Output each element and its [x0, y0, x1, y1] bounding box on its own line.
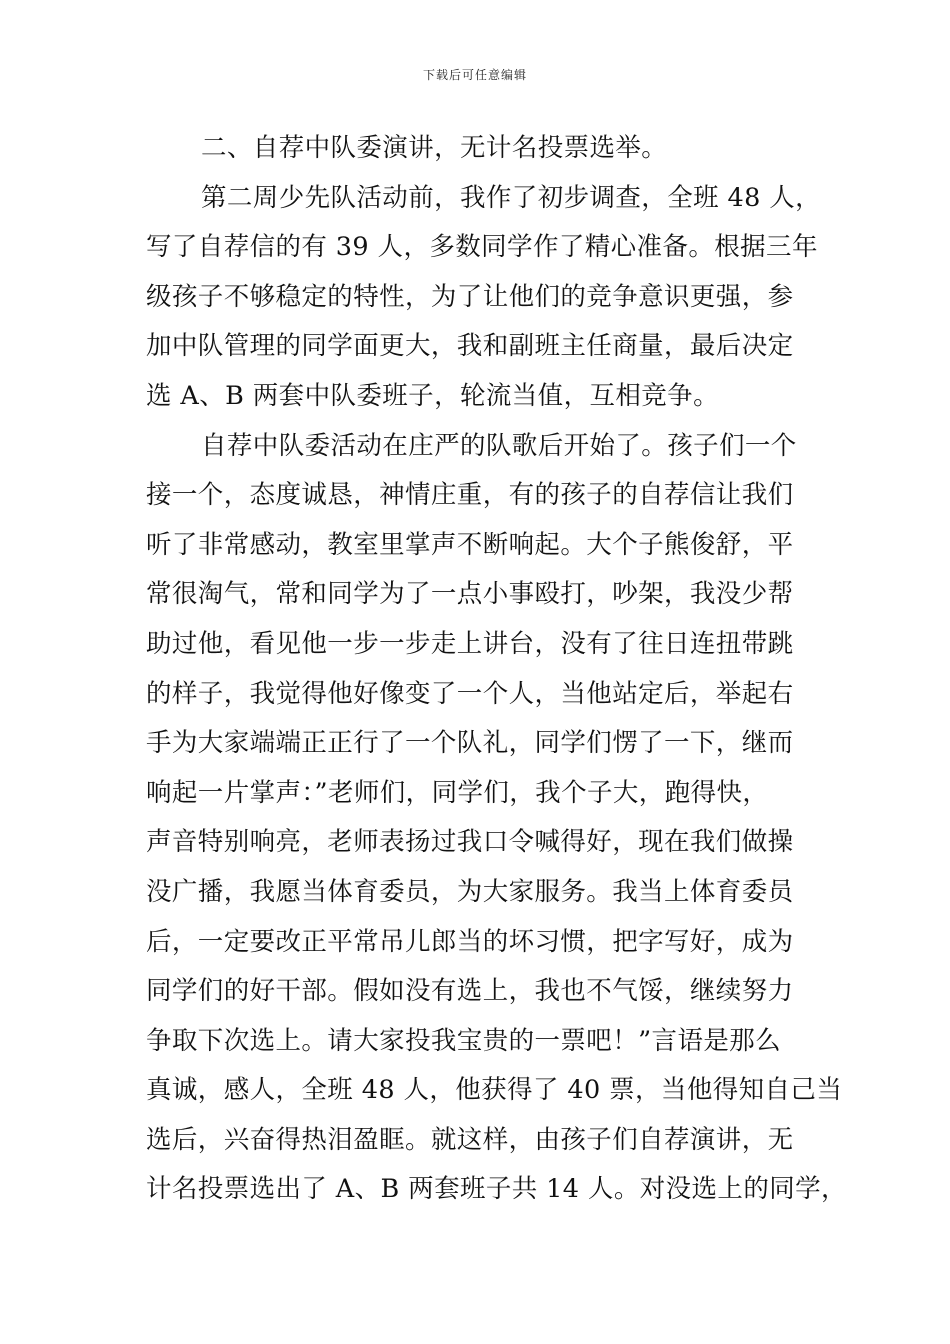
paragraph-line: 写了自荐信的有 39 人，多数同学作了精心准备。根据三年	[146, 232, 818, 263]
paragraph-line: 助过他，看见他一步一步走上讲台，没有了往日连扭带跳	[146, 628, 794, 659]
paragraph-line: 第二周少先队活动前，我作了初步调查，全班 48 人，	[201, 182, 822, 213]
paragraph-line: 真诚，感人，全班 48 人，他获得了 40 票，当他得知自己当	[146, 1075, 843, 1106]
paragraph-line: 自荐中队委活动在庄严的队歌后开始了。孩子们一个	[201, 430, 797, 461]
paragraph-line: 加中队管理的同学面更大，我和副班主任商量，最后决定	[146, 331, 794, 362]
section-heading: 二、自荐中队委演讲，无计名投票选举。	[201, 133, 668, 163]
document-body	[146, 124, 847, 1215]
paragraph-line: 没广播，我愿当体育委员，为大家服务。我当上体育委员	[146, 876, 794, 907]
paragraph-line: 常很淘气，常和同学为了一点小事殴打，吵架，我没少帮	[146, 579, 794, 610]
paragraph-line: 响起一片掌声：”老师们，同学们，我个子大，跑得快，	[146, 777, 769, 808]
paragraph-line: 后，一定要改正平常吊儿郎当的坏习惯，把字写好，成为	[146, 926, 794, 957]
paragraph-line: 接一个，态度诚恳，神情庄重，有的孩子的自荐信让我们	[146, 480, 794, 511]
paragraph-line: 听了非常感动，教室里掌声不断响起。大个子熊俊舒，平	[146, 529, 794, 560]
paragraph-line: 的样子，我觉得他好像变了一个人，当他站定后，举起右	[146, 678, 794, 709]
paragraph-line: 争取下次选上。请大家投我宝贵的一票吧！”言语是那么	[146, 1025, 782, 1056]
paragraph-line: 选后，兴奋得热泪盈眶。就这样，由孩子们自荐演讲，无	[146, 1124, 794, 1155]
paragraph-line: 同学们的好干部。假如没有选上，我也不气馁，继续努力	[146, 976, 794, 1007]
paragraph-line: 选 A、B 两套中队委班子，轮流当值，互相竞争。	[146, 380, 719, 411]
paragraph-line: 手为大家端端正正行了一个队礼，同学们愣了一下，继而	[146, 728, 794, 759]
paragraph-line: 声音特别响亮，老师表扬过我口令喊得好，现在我们做操	[146, 827, 794, 858]
paragraph-line: 计名投票选出了 A、B 两套班子共 14 人。对没选上的同学，	[146, 1174, 847, 1205]
paragraph-line: 级孩子不够稳定的特性，为了让他们的竞争意识更强，参	[146, 281, 794, 312]
download-edit-note: 下载后可任意编辑	[422, 68, 527, 82]
